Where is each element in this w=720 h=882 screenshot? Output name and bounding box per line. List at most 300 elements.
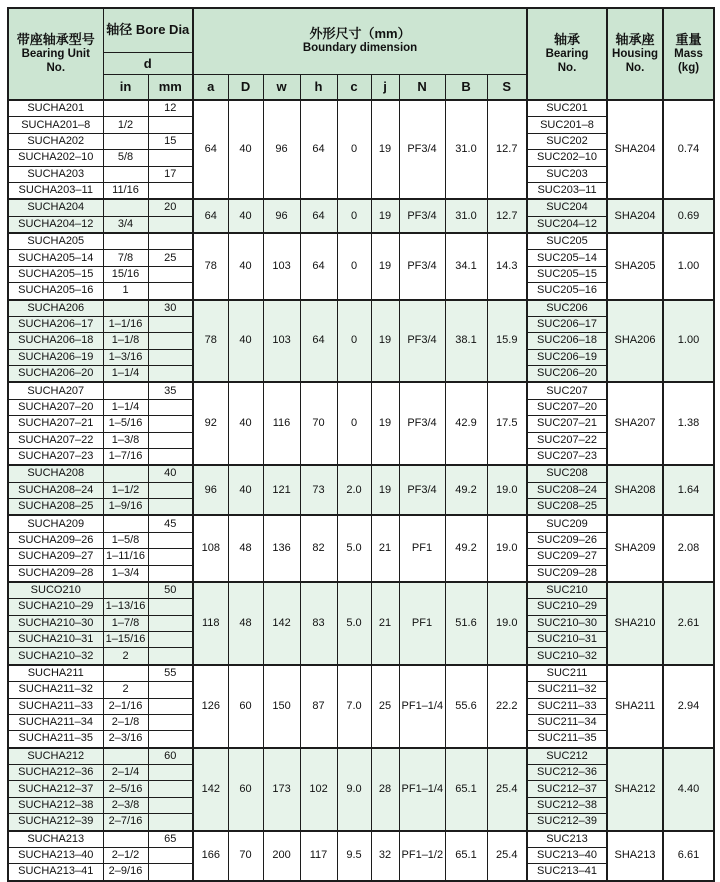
dim-c-cell: 0 [337, 199, 371, 233]
bore-in-cell [103, 515, 148, 532]
bearing-no-cell: SUC211–32 [527, 682, 607, 698]
bore-mm-cell [148, 117, 193, 133]
dim-a-cell: 78 [193, 233, 228, 300]
dim-B-cell: 38.1 [445, 300, 487, 383]
header-housing-no-en: Housing [612, 48, 659, 61]
dim-S-cell: 12.7 [487, 199, 527, 233]
dim-h-cell: 64 [300, 300, 337, 383]
dim-j-cell: 19 [371, 100, 399, 199]
header-boundary-zh: 外形尺寸（mm） [309, 26, 411, 42]
dim-w-cell: 200 [263, 831, 300, 881]
bore-mm-cell [148, 847, 193, 863]
bore-in-cell: 3/4 [103, 216, 148, 233]
bearing-no-cell: SUC210–31 [527, 632, 607, 648]
bore-mm-cell [148, 797, 193, 813]
bore-mm-cell [148, 283, 193, 300]
bore-in-cell: 1–1/8 [103, 333, 148, 349]
dim-D-cell: 40 [228, 465, 263, 515]
dim-D-cell: 40 [228, 300, 263, 383]
header-bearing-unit-zh: 带座轴承型号 [16, 32, 95, 48]
bore-in-cell: 2 [103, 648, 148, 665]
header-col-w: w [263, 74, 300, 100]
bore-mm-cell [148, 482, 193, 498]
bearing-no-cell: SUC211–35 [527, 731, 607, 748]
bore-mm-cell: 20 [148, 199, 193, 216]
dim-S-cell: 25.4 [487, 748, 527, 831]
bearing-no-cell: SUC206–19 [527, 349, 607, 365]
unit-cell: SUCHA206–17 [8, 316, 103, 332]
dim-j-cell: 32 [371, 831, 399, 881]
dim-h-cell: 102 [300, 748, 337, 831]
bearing-no-cell: SUC206–20 [527, 366, 607, 383]
header-mm: mm [148, 74, 193, 100]
bore-mm-cell [148, 216, 193, 233]
header-col-D: D [228, 74, 263, 100]
dim-N-cell: PF3/4 [399, 199, 445, 233]
unit-cell: SUCHA209–26 [8, 532, 103, 548]
header-row-1 [8, 8, 714, 52]
dim-N-cell: PF3/4 [399, 300, 445, 383]
dim-c-cell: 5.0 [337, 515, 371, 582]
dim-j-cell: 21 [371, 582, 399, 665]
bearing-no-cell: SUC206–18 [527, 333, 607, 349]
dim-h-cell: 73 [300, 465, 337, 515]
dim-h-cell: 64 [300, 199, 337, 233]
bearing-no-cell: SUC205–14 [527, 250, 607, 266]
bore-mm-cell: 12 [148, 100, 193, 117]
dim-S-cell: 15.9 [487, 300, 527, 383]
bore-mm-cell [148, 399, 193, 415]
dim-w-cell: 96 [263, 199, 300, 233]
mass-cell: 2.08 [663, 515, 714, 582]
dim-N-cell: PF1 [399, 582, 445, 665]
table-row [8, 465, 714, 482]
table-row [8, 300, 714, 317]
mass-cell: 1.00 [663, 233, 714, 300]
bearing-no-cell: SUC208–24 [527, 482, 607, 498]
housing-no-cell: SHA208 [607, 465, 663, 515]
dim-c-cell: 2.0 [337, 465, 371, 515]
dim-D-cell: 48 [228, 582, 263, 665]
header-in: in [103, 74, 148, 100]
dim-w-cell: 103 [263, 233, 300, 300]
unit-cell: SUCHA209–28 [8, 565, 103, 582]
bearing-no-cell: SUC212–37 [527, 781, 607, 797]
dim-B-cell: 51.6 [445, 582, 487, 665]
dim-j-cell: 19 [371, 233, 399, 300]
dim-a-cell: 126 [193, 665, 228, 748]
dim-S-cell: 19.0 [487, 465, 527, 515]
dim-D-cell: 40 [228, 199, 263, 233]
bore-in-cell: 1–3/8 [103, 432, 148, 448]
bore-in-cell [103, 233, 148, 250]
bore-mm-cell [148, 549, 193, 565]
dim-D-cell: 48 [228, 515, 263, 582]
mass-cell: 0.74 [663, 100, 714, 199]
bore-mm-cell [148, 499, 193, 516]
bearing-no-cell: SUC211 [527, 665, 607, 682]
unit-cell: SUCHA210–30 [8, 615, 103, 631]
dim-N-cell: PF1–1/2 [399, 831, 445, 881]
unit-cell: SUCHA211–32 [8, 682, 103, 698]
bearing-no-cell: SUC201 [527, 100, 607, 117]
mass-cell: 6.61 [663, 831, 714, 881]
dim-h-cell: 82 [300, 515, 337, 582]
dim-S-cell: 14.3 [487, 233, 527, 300]
bearing-no-cell: SUC201–8 [527, 117, 607, 133]
header-col-j: j [371, 74, 399, 100]
unit-cell: SUCHA204–12 [8, 216, 103, 233]
bearing-no-cell: SUC212 [527, 748, 607, 765]
dim-S-cell: 17.5 [487, 382, 527, 465]
header-housing-no-no: No. [625, 62, 645, 75]
dim-N-cell: PF3/4 [399, 233, 445, 300]
bore-mm-cell [148, 648, 193, 665]
unit-cell: SUCHA202 [8, 133, 103, 149]
unit-cell: SUCHA202–10 [8, 150, 103, 166]
bore-mm-cell: 15 [148, 133, 193, 149]
bearing-no-cell: SUC205 [527, 233, 607, 250]
bearing-no-cell: SUC213–40 [527, 847, 607, 863]
unit-cell: SUCHA206–18 [8, 333, 103, 349]
bore-mm-cell: 40 [148, 465, 193, 482]
unit-cell: SUCHA203 [8, 166, 103, 182]
bore-mm-cell [148, 333, 193, 349]
bore-mm-cell: 35 [148, 382, 193, 399]
unit-cell: SUCHA206 [8, 300, 103, 317]
header-col-h: h [300, 74, 337, 100]
bearing-no-cell: SUC210–30 [527, 615, 607, 631]
bearing-no-cell: SUC210 [527, 582, 607, 599]
dim-h-cell: 64 [300, 233, 337, 300]
dim-D-cell: 40 [228, 382, 263, 465]
dim-B-cell: 65.1 [445, 831, 487, 881]
dim-a-cell: 166 [193, 831, 228, 881]
bore-mm-cell [148, 565, 193, 582]
bore-in-cell: 1–9/16 [103, 499, 148, 516]
bearing-no-cell: SUC211–33 [527, 698, 607, 714]
bearing-no-cell: SUC209–28 [527, 565, 607, 582]
dim-j-cell: 19 [371, 465, 399, 515]
dim-a-cell: 142 [193, 748, 228, 831]
dim-c-cell: 5.0 [337, 582, 371, 665]
bore-mm-cell [148, 864, 193, 881]
unit-cell: SUCHA210–31 [8, 632, 103, 648]
page [0, 7, 720, 878]
header-bearing-unit-en: Bearing Unit [21, 48, 90, 61]
unit-cell: SUCHA205 [8, 233, 103, 250]
bore-in-cell: 1/2 [103, 117, 148, 133]
bore-mm-cell [148, 615, 193, 631]
dim-j-cell: 19 [371, 199, 399, 233]
header-bearing-no [527, 8, 607, 100]
bore-mm-cell [148, 714, 193, 730]
table-row [8, 582, 714, 599]
header-col-c: c [337, 74, 371, 100]
unit-cell: SUCHA207–22 [8, 432, 103, 448]
bore-mm-cell [148, 366, 193, 383]
dim-c-cell: 9.0 [337, 748, 371, 831]
bore-in-cell: 2–1/2 [103, 847, 148, 863]
bearing-spec-table [7, 7, 715, 882]
unit-cell: SUCHA207–23 [8, 448, 103, 465]
bore-in-cell: 1–1/2 [103, 482, 148, 498]
dim-j-cell: 19 [371, 300, 399, 383]
unit-cell: SUCHA206–20 [8, 366, 103, 383]
dim-w-cell: 96 [263, 100, 300, 199]
header-d: d [103, 52, 193, 74]
header-mass-zh: 重量 [675, 32, 702, 48]
bearing-no-cell: SUC209–26 [527, 532, 607, 548]
bore-mm-cell: 60 [148, 748, 193, 765]
unit-cell: SUCHA212–37 [8, 781, 103, 797]
bore-in-cell: 2–3/16 [103, 731, 148, 748]
bore-in-cell [103, 133, 148, 149]
unit-cell: SUCHA201–8 [8, 117, 103, 133]
bore-in-cell: 1–3/16 [103, 349, 148, 365]
unit-cell: SUCHA212–36 [8, 765, 103, 781]
dim-a-cell: 96 [193, 465, 228, 515]
dim-c-cell: 0 [337, 233, 371, 300]
housing-no-cell: SHA205 [607, 233, 663, 300]
dim-a-cell: 64 [193, 199, 228, 233]
dim-a-cell: 64 [193, 100, 228, 199]
unit-cell: SUCHA208 [8, 465, 103, 482]
bore-mm-cell [148, 781, 193, 797]
dim-a-cell: 92 [193, 382, 228, 465]
dim-a-cell: 108 [193, 515, 228, 582]
bore-mm-cell [148, 532, 193, 548]
table-header [8, 8, 714, 100]
unit-cell: SUCHA207–20 [8, 399, 103, 415]
mass-cell: 2.94 [663, 665, 714, 748]
unit-cell: SUCHA204 [8, 199, 103, 216]
dim-c-cell: 0 [337, 300, 371, 383]
dim-j-cell: 19 [371, 382, 399, 465]
bore-mm-cell [148, 599, 193, 615]
bore-in-cell [103, 465, 148, 482]
bearing-no-cell: SUC207–22 [527, 432, 607, 448]
dim-D-cell: 40 [228, 100, 263, 199]
bearing-no-cell: SUC203 [527, 166, 607, 182]
bore-in-cell: 2 [103, 682, 148, 698]
bore-mm-cell: 65 [148, 831, 193, 848]
mass-cell: 0.69 [663, 199, 714, 233]
dim-B-cell: 65.1 [445, 748, 487, 831]
bore-mm-cell: 17 [148, 166, 193, 182]
unit-cell: SUCHA208–24 [8, 482, 103, 498]
bore-in-cell [103, 831, 148, 848]
bore-mm-cell: 50 [148, 582, 193, 599]
bore-mm-cell [148, 632, 193, 648]
housing-no-cell: SHA207 [607, 382, 663, 465]
bore-in-cell [103, 300, 148, 317]
dim-S-cell: 19.0 [487, 515, 527, 582]
bore-in-cell [103, 665, 148, 682]
bore-mm-cell [148, 233, 193, 250]
dim-S-cell: 12.7 [487, 100, 527, 199]
bore-in-cell: 7/8 [103, 250, 148, 266]
header-col-B: B [445, 74, 487, 100]
table-row [8, 831, 714, 848]
bore-in-cell: 2–5/16 [103, 781, 148, 797]
bearing-no-cell: SUC210–32 [527, 648, 607, 665]
bore-mm-cell [148, 266, 193, 282]
header-bearing-no-zh: 轴承 [554, 32, 581, 48]
table-row [8, 199, 714, 216]
bore-in-cell: 2–1/8 [103, 714, 148, 730]
dim-N-cell: PF1 [399, 515, 445, 582]
bore-mm-cell [148, 182, 193, 199]
mass-cell: 1.38 [663, 382, 714, 465]
housing-no-cell: SHA204 [607, 100, 663, 199]
bore-mm-cell [148, 416, 193, 432]
dim-S-cell: 22.2 [487, 665, 527, 748]
table-row [8, 665, 714, 682]
bore-in-cell: 1–1/16 [103, 316, 148, 332]
header-bearing-unit [8, 8, 103, 100]
bore-in-cell: 2–7/16 [103, 814, 148, 831]
table-row [8, 515, 714, 532]
bearing-no-cell: SUC206 [527, 300, 607, 317]
dim-c-cell: 0 [337, 382, 371, 465]
dim-c-cell: 9.5 [337, 831, 371, 881]
table-body [8, 100, 714, 881]
dim-N-cell: PF1–1/4 [399, 748, 445, 831]
bearing-no-cell: SUC207–23 [527, 448, 607, 465]
bore-in-cell [103, 582, 148, 599]
bore-mm-cell [148, 765, 193, 781]
bearing-no-cell: SUC207–20 [527, 399, 607, 415]
bore-in-cell [103, 382, 148, 399]
unit-cell: SUCHA213–40 [8, 847, 103, 863]
dim-D-cell: 60 [228, 748, 263, 831]
unit-cell: SUCHA207 [8, 382, 103, 399]
bore-mm-cell: 55 [148, 665, 193, 682]
dim-h-cell: 64 [300, 100, 337, 199]
dim-B-cell: 49.2 [445, 465, 487, 515]
bearing-no-cell: SUC203–11 [527, 182, 607, 199]
dim-w-cell: 116 [263, 382, 300, 465]
bore-mm-cell [148, 432, 193, 448]
dim-N-cell: PF3/4 [399, 382, 445, 465]
bearing-no-cell: SUC204–12 [527, 216, 607, 233]
table-row [8, 233, 714, 250]
bore-in-cell: 1–7/16 [103, 448, 148, 465]
bearing-no-cell: SUC213–41 [527, 864, 607, 881]
bearing-no-cell: SUC208 [527, 465, 607, 482]
dim-c-cell: 0 [337, 100, 371, 199]
bore-in-cell: 5/8 [103, 150, 148, 166]
dim-D-cell: 70 [228, 831, 263, 881]
table-row [8, 382, 714, 399]
bearing-no-cell: SUC212–36 [527, 765, 607, 781]
dim-w-cell: 142 [263, 582, 300, 665]
unit-cell: SUCHA211–35 [8, 731, 103, 748]
dim-j-cell: 25 [371, 665, 399, 748]
dim-B-cell: 42.9 [445, 382, 487, 465]
bore-in-cell [103, 199, 148, 216]
unit-cell: SUCHA210–32 [8, 648, 103, 665]
bore-in-cell: 11/16 [103, 182, 148, 199]
bore-in-cell: 2–9/16 [103, 864, 148, 881]
bore-in-cell: 1–13/16 [103, 599, 148, 615]
unit-cell: SUCHA203–11 [8, 182, 103, 199]
bearing-no-cell: SUC202 [527, 133, 607, 149]
bore-mm-cell [148, 316, 193, 332]
bearing-no-cell: SUC209 [527, 515, 607, 532]
bearing-no-cell: SUC213 [527, 831, 607, 848]
header-housing-no [607, 8, 663, 100]
bore-mm-cell [148, 349, 193, 365]
dim-a-cell: 78 [193, 300, 228, 383]
dim-B-cell: 31.0 [445, 100, 487, 199]
housing-no-cell: SHA204 [607, 199, 663, 233]
unit-cell: SUCHA212–39 [8, 814, 103, 831]
bore-in-cell: 2–3/8 [103, 797, 148, 813]
unit-cell: SUCHA213 [8, 831, 103, 848]
dim-B-cell: 55.6 [445, 665, 487, 748]
table-row [8, 748, 714, 765]
unit-cell: SUCHA211 [8, 665, 103, 682]
unit-cell: SUCHA213–41 [8, 864, 103, 881]
dim-h-cell: 117 [300, 831, 337, 881]
bore-mm-cell [148, 814, 193, 831]
dim-N-cell: PF3/4 [399, 100, 445, 199]
bore-in-cell: 15/16 [103, 266, 148, 282]
bearing-no-cell: SUC207–21 [527, 416, 607, 432]
mass-cell: 1.64 [663, 465, 714, 515]
header-bearing-no-no: No. [557, 62, 577, 75]
dim-N-cell: PF1–1/4 [399, 665, 445, 748]
mass-cell: 4.40 [663, 748, 714, 831]
bore-in-cell: 1–11/16 [103, 549, 148, 565]
dim-N-cell: PF3/4 [399, 465, 445, 515]
dim-B-cell: 31.0 [445, 199, 487, 233]
unit-cell: SUCHA207–21 [8, 416, 103, 432]
housing-no-cell: SHA212 [607, 748, 663, 831]
bearing-no-cell: SUC204 [527, 199, 607, 216]
bearing-no-cell: SUC212–39 [527, 814, 607, 831]
bearing-no-cell: SUC210–29 [527, 599, 607, 615]
unit-cell: SUCHA205–15 [8, 266, 103, 282]
bore-in-cell: 1–5/8 [103, 532, 148, 548]
bearing-no-cell: SUC208–25 [527, 499, 607, 516]
header-bearing-no-en: Bearing [545, 48, 589, 61]
bore-in-cell: 2–1/4 [103, 765, 148, 781]
bearing-no-cell: SUC211–34 [527, 714, 607, 730]
bore-mm-cell: 30 [148, 300, 193, 317]
bore-in-cell [103, 166, 148, 182]
header-col-a: a [193, 74, 228, 100]
unit-cell: SUCHA205–16 [8, 283, 103, 300]
unit-cell: SUCHA212–38 [8, 797, 103, 813]
unit-cell: SUCHA212 [8, 748, 103, 765]
housing-no-cell: SHA206 [607, 300, 663, 383]
dim-h-cell: 87 [300, 665, 337, 748]
header-bearing-unit-no: No. [46, 62, 66, 75]
bearing-no-cell: SUC202–10 [527, 150, 607, 166]
header-boundary-dimension [193, 8, 527, 74]
header-boundary-en: Boundary dimension [302, 42, 418, 55]
mass-cell: 2.61 [663, 582, 714, 665]
dim-c-cell: 7.0 [337, 665, 371, 748]
bore-in-cell: 1–15/16 [103, 632, 148, 648]
bearing-no-cell: SUC205–15 [527, 266, 607, 282]
bore-mm-cell [148, 150, 193, 166]
bore-mm-cell: 25 [148, 250, 193, 266]
dim-D-cell: 40 [228, 233, 263, 300]
